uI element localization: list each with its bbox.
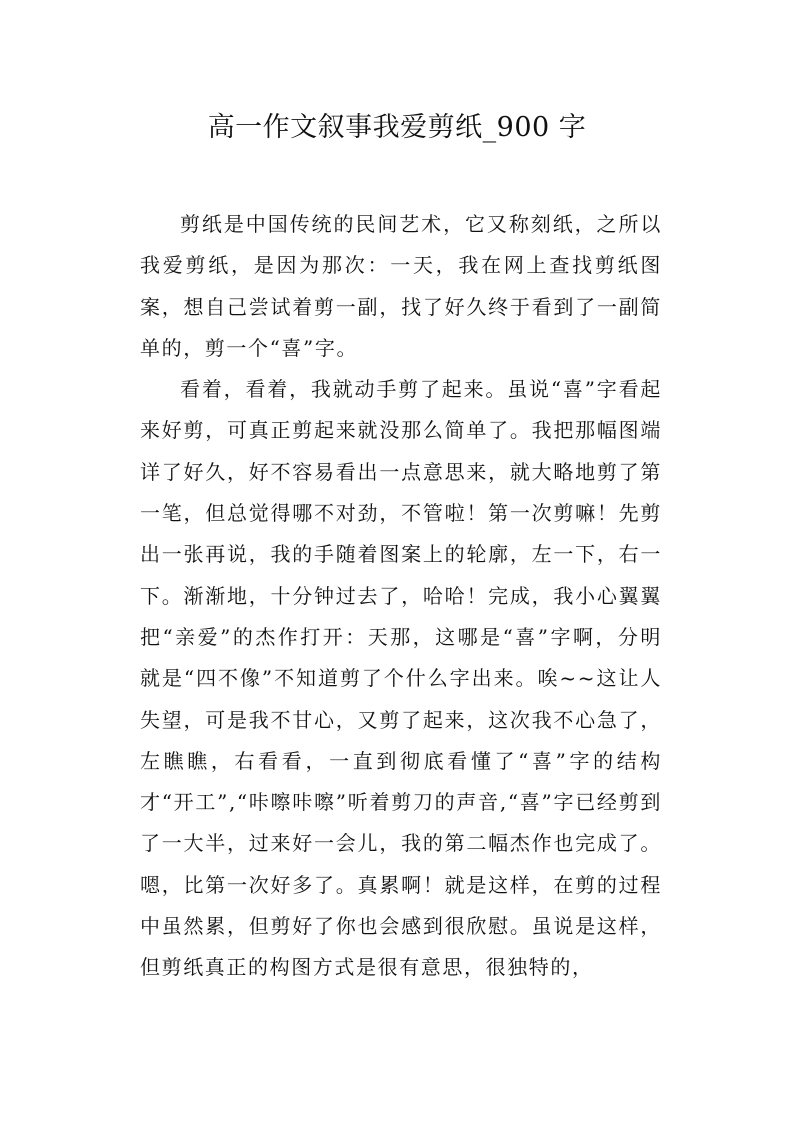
paragraph: 看着，看着，我就动手剪了起来。虽说“喜”字看起来好剪，可真正剪起来就没那么简单了。我把那幅图端详了好久，好不容易看出一点意思来，就大略地剪了第一笔，但总觉得哪不对劲，不管啦！第一次剪嘛！先剪出一张再说，我的手随着图案上的轮廓，左一下，右一下。渐渐地，十分钟过去了，哈哈！完成，我小心翼翼把“亲爱”的杰作打开：天那，这哪是“喜”字啊，分明就是“四不像”不知道剪了个什么字出来。唉~~这让人失望，可是我不甘心，又剪了起来，这次我不心急了，左瞧瞧，右看看，一直到彻底看懂了“喜”字的结构才“开工”,“咔嚓咔嚓”听着剪刀的声音,“喜”字已经剪到了一大半，过来好一会儿，我的第二幅杰作也完成了。嗯，比第一次好多了。真累啊！就是这样，在剪的过程中虽然累，但剪好了你也会感到很欣慰。虽说是这样，但剪纸真正的构图方式是很有意思，很独特的， (140, 377, 662, 980)
document-title: 高一作文叙事我爱剪纸_900 字 (207, 112, 587, 143)
paragraph: 剪纸是中国传统的民间艺术，它又称刻纸，之所以我爱剪纸，是因为那次：一天，我在网上查找剪纸图案，想自己尝试着剪一副，找了好久终于看到了一副简单的，剪一个“喜”字。 (140, 212, 662, 360)
document-body (140, 204, 662, 989)
